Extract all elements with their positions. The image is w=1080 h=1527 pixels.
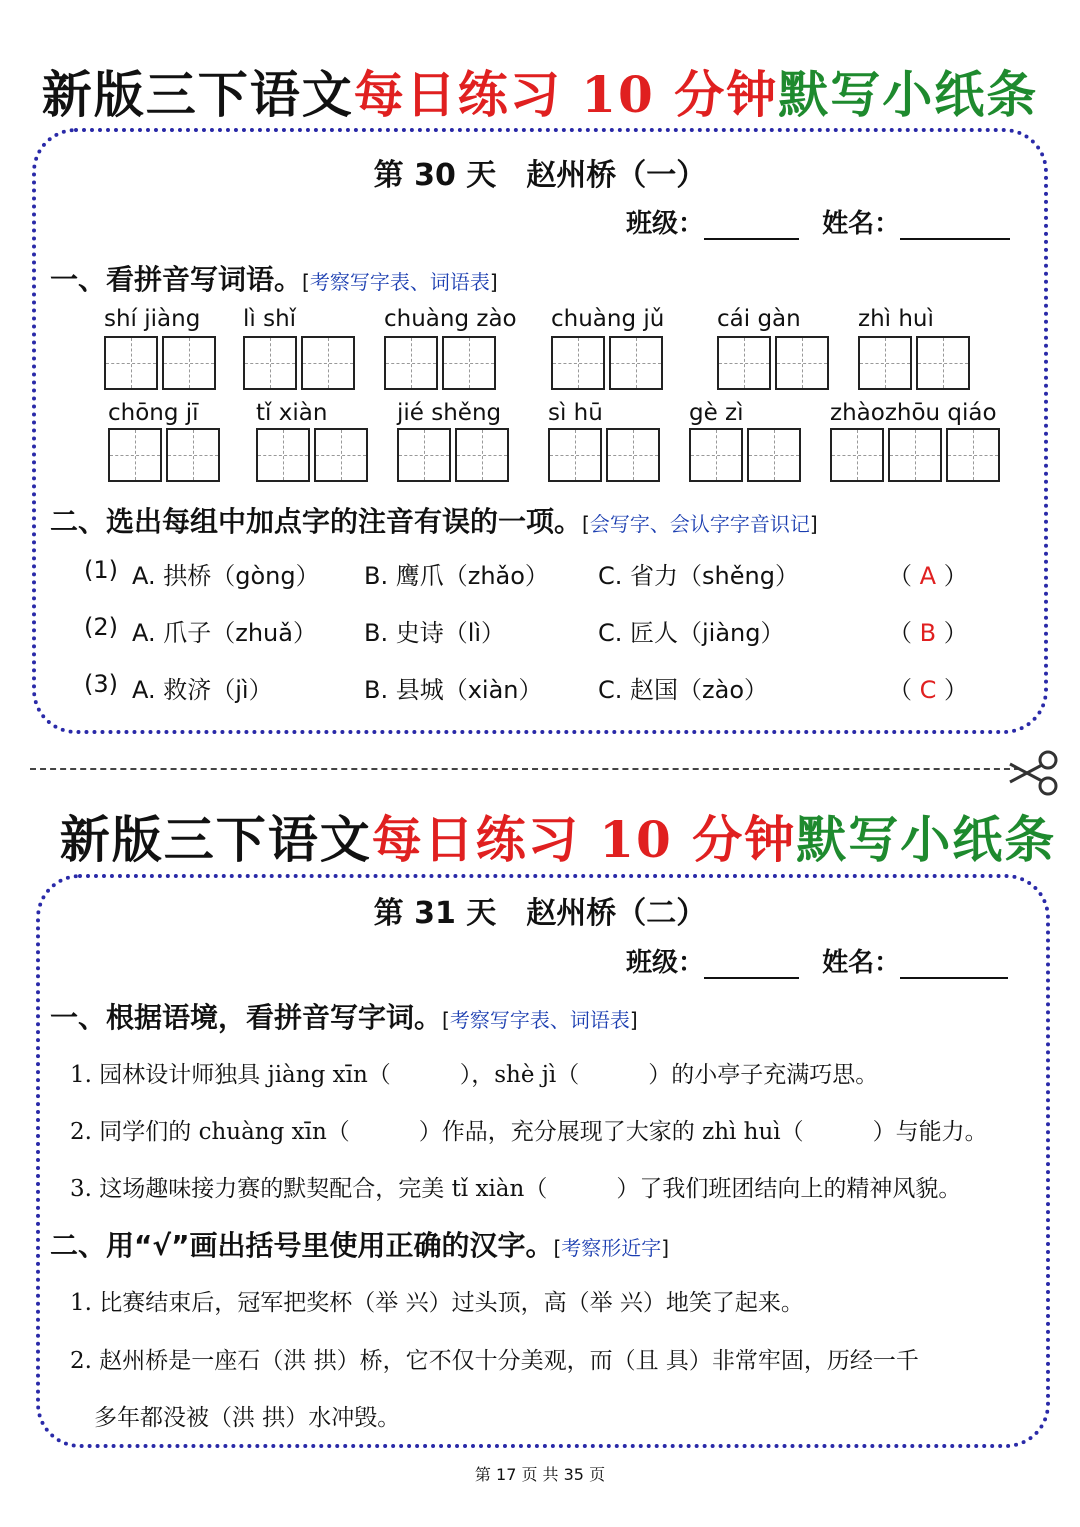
tianzige-group [858, 336, 970, 390]
day30-sec1-title: 一、看拼音写词语。[考察写字表、词语表] [50, 263, 498, 296]
context-line-1: 1. 园林设计师独具 jiàng xīn（ ），shè jì（ ）的小亭子充满巧思。 [70, 1062, 879, 1088]
pinyin-label: tǐ xiàn [256, 400, 328, 426]
choice-line-2: 2. 赵州桥是一座石（洪 拱）桥，它不仅十分美观，而（且 具）非常牢固，历经一千 [70, 1348, 919, 1374]
tianzige-box[interactable] [775, 336, 829, 390]
context-line-3: 3. 这场趣味接力赛的默契配合，完美 tǐ xiàn（ ）了我们班团结向上的精神风貌。 [70, 1176, 962, 1202]
q1-option-c: C. 省力（shěng） [598, 562, 799, 590]
tianzige-group [243, 336, 355, 390]
q3-option-c: C. 赵国（zào） [598, 676, 769, 704]
q1-answer: （ A ） [888, 562, 968, 590]
day31-class-name-row: 班级： 姓名： [626, 942, 1008, 979]
pinyin-label: chuàng zào [384, 306, 517, 332]
class-blank[interactable] [704, 951, 799, 979]
pinyin-label: chuàng jǔ [551, 306, 665, 332]
q3-option-a: A. 救济（jì） [132, 676, 273, 704]
pinyin-label: zhàozhōu qiáo [830, 400, 997, 426]
name-blank[interactable] [900, 951, 1008, 979]
name-blank[interactable] [900, 212, 1010, 240]
tianzige-box[interactable] [548, 428, 602, 482]
pinyin-label: jié shěng [397, 400, 502, 426]
q2-option-c: C. 匠人（jiàng） [598, 619, 785, 647]
day30-class-name-row: 班级： 姓名： [626, 203, 1010, 240]
tianzige-box[interactable] [455, 428, 509, 482]
pinyin-label: chōng jī [108, 400, 199, 426]
tianzige-group [548, 428, 660, 482]
tianzige-box[interactable] [104, 336, 158, 390]
tianzige-box[interactable] [256, 428, 310, 482]
day31-title: 第 31 天 赵州桥（二） [373, 896, 707, 931]
question-1: (1) [84, 556, 118, 584]
day30-title: 第 30 天 赵州桥（一） [373, 158, 707, 193]
choice-line-3: 多年都没被（洪 拱）水冲毁。 [94, 1405, 401, 1431]
context-line-2: 2. 同学们的 chuàng xīn（ ）作品，充分展现了大家的 zhì huì（ ）与能力。 [70, 1119, 988, 1145]
pinyin-label: shí jiàng [104, 306, 201, 332]
pinyin-label: zhì huì [858, 306, 934, 332]
tianzige-box[interactable] [166, 428, 220, 482]
tianzige-group [384, 336, 496, 390]
tianzige-box[interactable] [609, 336, 663, 390]
pinyin-label: sì hū [548, 400, 603, 426]
tianzige-group [830, 428, 1000, 482]
day30-sec2-title: 二、选出每组中加点字的注音有误的一项。[会写字、会认字字音识记] [50, 505, 818, 538]
q1-option-b: B. 鹰爪（zhǎo） [364, 562, 549, 590]
tianzige-group [717, 336, 829, 390]
pinyin-label: cái gàn [717, 306, 801, 332]
tianzige-box[interactable] [689, 428, 743, 482]
tianzige-group [108, 428, 220, 482]
question-2: (2) [84, 613, 118, 641]
tianzige-box[interactable] [243, 336, 297, 390]
tianzige-box[interactable] [717, 336, 771, 390]
q1-option-a: A. 拱桥（gòng） [132, 562, 320, 590]
cut-line [30, 768, 1020, 770]
tianzige-box[interactable] [830, 428, 884, 482]
class-blank[interactable] [704, 212, 799, 240]
tianzige-group [397, 428, 509, 482]
day31-sec1-title: 一、根据语境，看拼音写字词。[考察写字表、词语表] [50, 1001, 638, 1034]
tianzige-group [256, 428, 368, 482]
header-title-bottom: 新版三下语文每日练习 10 分钟默写小纸条 [59, 810, 1057, 869]
tianzige-box[interactable] [442, 336, 496, 390]
page-footer: 第 17 页 共 35 页 [474, 1465, 606, 1484]
tianzige-box[interactable] [384, 336, 438, 390]
pinyin-label: lì shǐ [243, 306, 297, 332]
tianzige-group [689, 428, 801, 482]
tianzige-box[interactable] [747, 428, 801, 482]
q3-answer: （ C ） [888, 676, 969, 704]
tianzige-box[interactable] [916, 336, 970, 390]
tianzige-box[interactable] [301, 336, 355, 390]
pinyin-label: gè zì [689, 400, 744, 426]
tianzige-box[interactable] [108, 428, 162, 482]
q3-option-b: B. 县城（xiàn） [364, 676, 543, 704]
tianzige-box[interactable] [397, 428, 451, 482]
header-title-top: 新版三下语文每日练习 10 分钟默写小纸条 [41, 65, 1039, 124]
tianzige-group [104, 336, 216, 390]
tianzige-box[interactable] [946, 428, 1000, 482]
tianzige-box[interactable] [551, 336, 605, 390]
question-3: (3) [84, 670, 118, 698]
q2-option-a: A. 爪子（zhuǎ） [132, 619, 317, 647]
q2-option-b: B. 史诗（lì） [364, 619, 506, 647]
q2-answer: （ B ） [888, 619, 968, 647]
tianzige-group [551, 336, 663, 390]
tianzige-box[interactable] [888, 428, 942, 482]
tianzige-box[interactable] [606, 428, 660, 482]
day31-sec2-title: 二、用“√”画出括号里使用正确的汉字。[考察形近字] [50, 1229, 670, 1262]
choice-line-1: 1. 比赛结束后，冠军把奖杯（举 兴）过头顶，高（举 兴）地笑了起来。 [70, 1290, 804, 1316]
tianzige-box[interactable] [858, 336, 912, 390]
tianzige-box[interactable] [314, 428, 368, 482]
tianzige-box[interactable] [162, 336, 216, 390]
scissors-icon [1004, 748, 1064, 798]
